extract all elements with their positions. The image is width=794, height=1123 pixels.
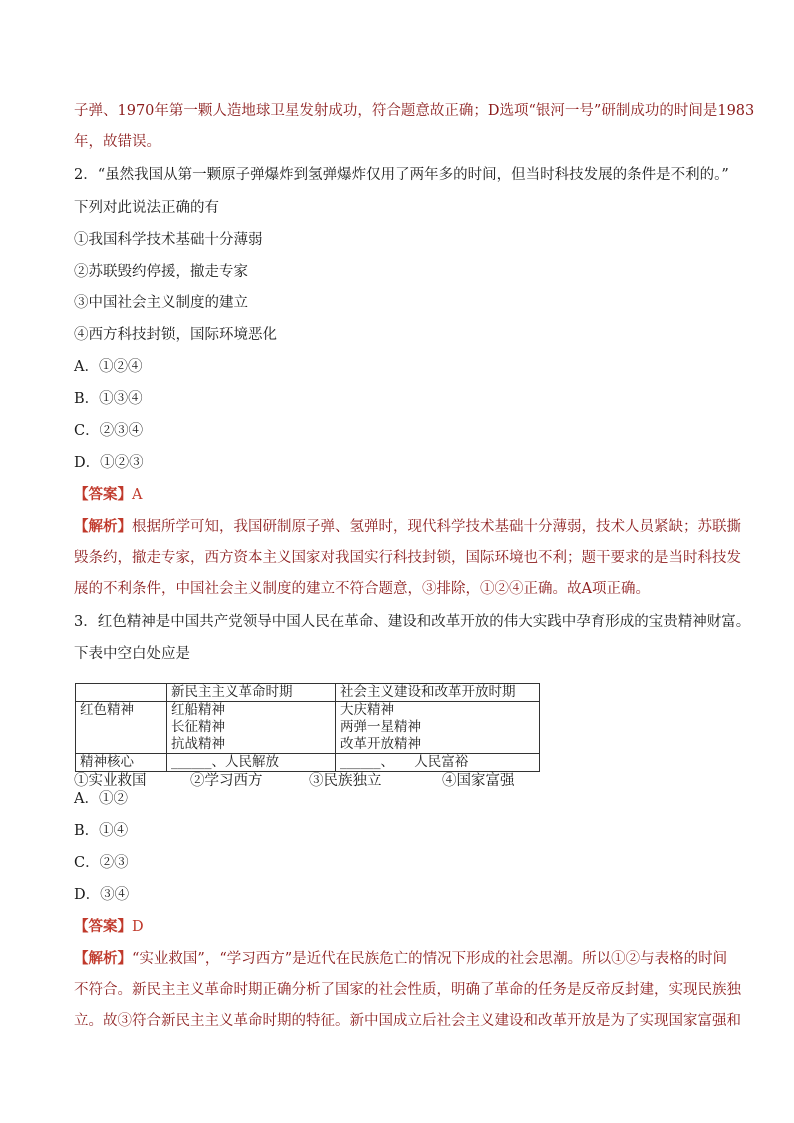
q3-table-row-spirit: [76, 702, 540, 754]
q3-answer-tag: 【答案】: [74, 918, 132, 935]
spirit-item: 长征精神: [171, 719, 225, 735]
q3-analysis-tag: 【解析】: [74, 950, 132, 967]
q3-table-cell: [167, 702, 336, 754]
q3-answer: [74, 918, 144, 936]
q2-answer-value: A: [132, 487, 143, 503]
q2-option-c: C．②③④: [74, 423, 144, 439]
q2-item-1: ①我国科学技术基础十分薄弱: [74, 232, 263, 248]
spirit-item: 红船精神: [171, 702, 225, 718]
prev-analysis-line-2: 年，故错误。: [74, 134, 161, 150]
q3-stem-line-2: 下表中空白处应是: [74, 646, 190, 662]
q2-item-3: ③中国社会主义制度的建立: [74, 295, 248, 311]
q2-option-d: D．①②③: [74, 455, 144, 471]
q3-analysis-line-2: 不符合。新民主主义革命时期正确分析了国家的社会性质，明确了革命的任务是反帝反封建，实现民族独: [74, 982, 741, 998]
q3-analysis-line-1: [74, 950, 727, 968]
q2-analysis-tag: 【解析】: [74, 518, 132, 535]
q3-table-header-period-2: 社会主义建设和改革开放时期: [336, 684, 540, 702]
q3-stem-line-1: 3．红色精神是中国共产党领导中国人民在革命、建设和改革开放的伟大实践中孕育形成的宝贵精神财富。: [74, 614, 751, 630]
q3-option-c: C．②③: [74, 855, 129, 871]
q2-answer: [74, 486, 142, 504]
q3-option-a: A．①②: [74, 791, 128, 807]
spirit-item: 大庆精神: [340, 702, 394, 718]
q3-answer-value: D: [132, 919, 144, 935]
prev-analysis-line-1: 子弹、1970年第一颗人造地球卫星发射成功，符合题意故正确；D选项“银河一号”研制成功的时间是1983: [74, 103, 755, 119]
q3-choice-2: ②学习西方: [190, 773, 263, 789]
q3-option-b: B．①④: [74, 823, 129, 839]
q3-table-header-row: [76, 684, 540, 702]
spirit-item: 改革开放精神: [340, 736, 421, 752]
q2-option-b: B．①③④: [74, 391, 143, 407]
q2-analysis-line-1: [74, 518, 741, 536]
q3-analysis-line-3: 立。故③符合新民主主义革命时期的特征。新中国成立后社会主义建设和改革开放是为了实现国家富强和: [74, 1013, 741, 1029]
q2-analysis-text-1: 根据所学可知，我国研制原子弹、氢弹时，现代科学技术基础十分薄弱，技术人员紧缺；苏联撕: [132, 519, 741, 535]
q2-option-a: A．①②④: [74, 359, 143, 375]
q3-choice-3: ③民族独立: [309, 773, 382, 789]
q2-item-4: ④西方科技封锁，国际环境恶化: [74, 327, 277, 343]
q2-answer-tag: 【答案】: [74, 486, 132, 503]
q3-table-header-period-1: 新民主主义革命时期: [167, 684, 336, 702]
q2-item-2: ②苏联毁约停援，撤走专家: [74, 264, 248, 280]
q3-table-row-label: 红色精神: [76, 702, 167, 754]
q3-table-cell: ______、 人民富裕: [336, 754, 540, 772]
q3-table: [75, 683, 540, 772]
q2-analysis-line-3: 展的不利条件，中国社会主义制度的建立不符合题意，③排除，①②④正确。故A项正确。: [74, 581, 650, 597]
q3-table-cell: [336, 702, 540, 754]
q3-table-header-empty: [76, 684, 167, 702]
q2-stem-line-2: 下列对此说法正确的有: [74, 200, 219, 216]
q3-option-d: D．③④: [74, 887, 130, 903]
q2-analysis-line-2: 毁条约，撤走专家，西方资本主义国家对我国实行科技封锁，国际环境也不利；题干要求的是当时科技发: [74, 550, 741, 566]
spirit-item: 抗战精神: [171, 736, 225, 752]
q3-table-row-core: [76, 754, 540, 772]
q3-choice-4: ④国家富强: [442, 773, 515, 789]
q3-analysis-text-1: “实业救国”，“学习西方”是近代在民族危亡的情况下形成的社会思潮。所以①②与表格的时间: [132, 951, 728, 967]
q3-table-row-label: 精神核心: [76, 754, 167, 772]
q3-table-cell: ______、人民解放: [167, 754, 336, 772]
q2-stem-line-1: 2．“虽然我国从第一颗原子弹爆炸到氢弹爆炸仅用了两年多的时间，但当时科技发展的条件是不利的。”: [74, 167, 729, 183]
q3-choice-1: ①实业救国: [74, 773, 147, 789]
spirit-item: 两弹一星精神: [340, 719, 421, 735]
